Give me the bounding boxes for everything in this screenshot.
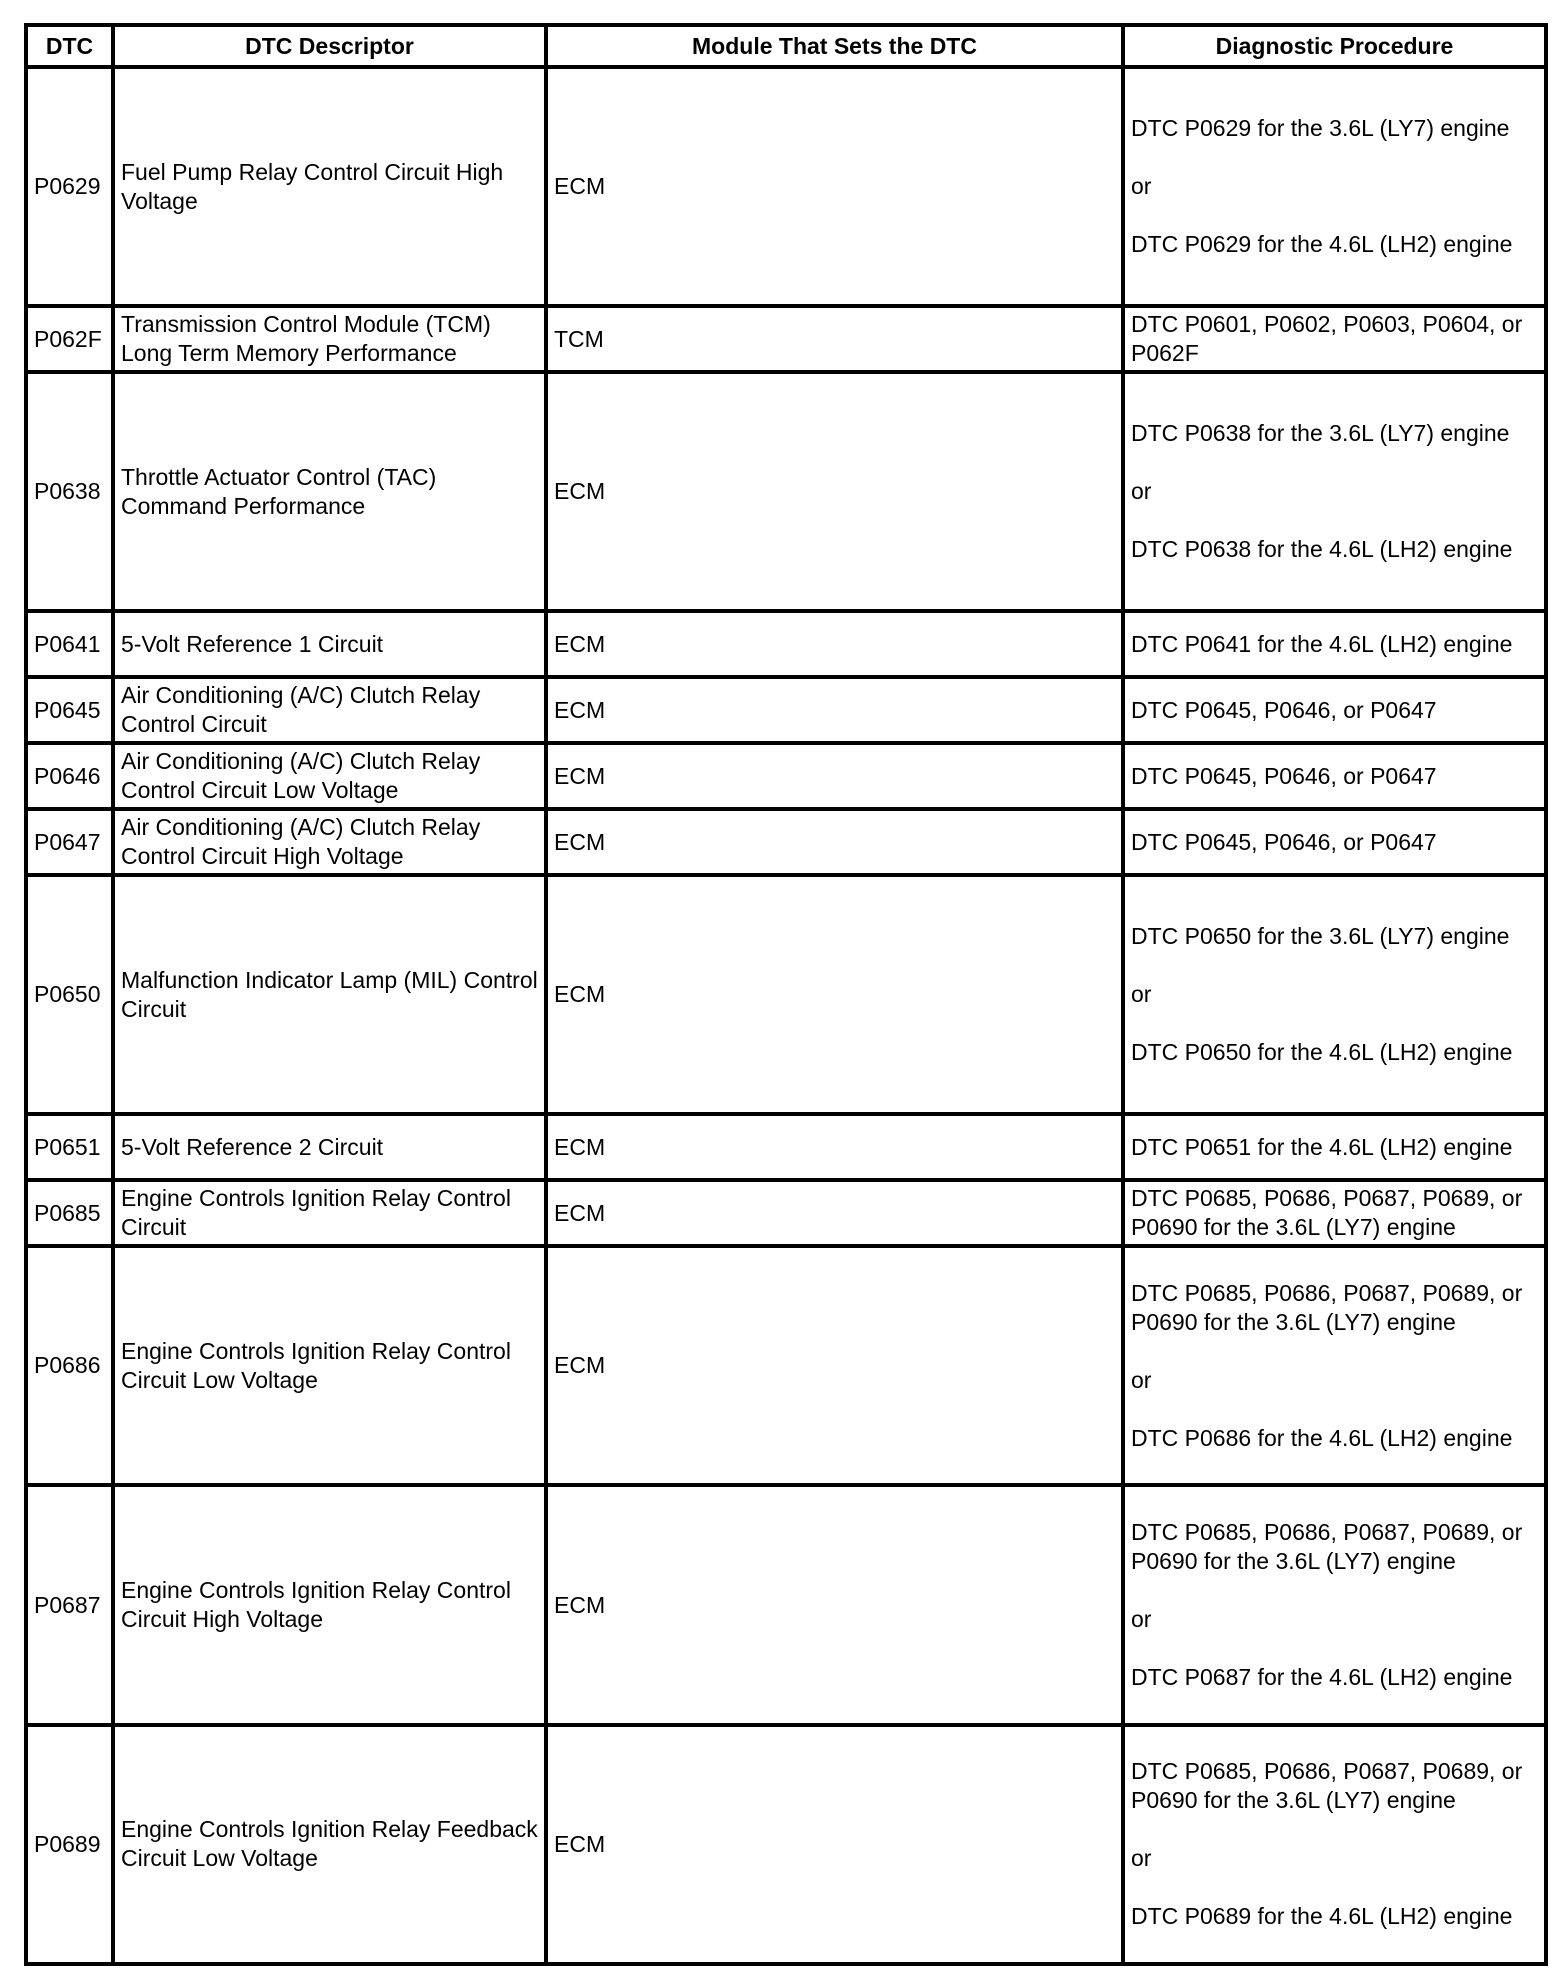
module: ECM: [546, 1180, 1123, 1246]
dtc-descriptor: Engine Controls Ignition Relay Control Circuit: [113, 1180, 546, 1246]
procedure-link[interactable]: DTC P0638 for the 4.6L (LH2) engine: [1131, 536, 1513, 563]
dtc-descriptor: Air Conditioning (A/C) Clutch Relay Control Circuit Low Voltage: [113, 743, 546, 809]
diagnostic-procedure: [1123, 1114, 1546, 1180]
dtc-code: P0629: [26, 67, 113, 306]
dtc-code: P0685: [26, 1180, 113, 1246]
header-row: [26, 25, 1546, 67]
header-procedure: Diagnostic Procedure: [1123, 25, 1546, 67]
procedure-link[interactable]: DTC P0645, P0646, or P0647: [1131, 762, 1437, 789]
procedure-or: or: [1131, 981, 1152, 1008]
procedure-link[interactable]: DTC P0650 for the 3.6L (LY7) engine: [1131, 923, 1510, 950]
procedure-link[interactable]: DTC P0685, P0686, P0687, P0689, or P0690 for the 3.6L (LY7) engine: [1131, 1279, 1523, 1335]
dtc-descriptor: Throttle Actuator Control (TAC) Command Performance: [113, 372, 546, 611]
module: ECM: [546, 1114, 1123, 1180]
header-module: Module That Sets the DTC: [546, 25, 1123, 67]
diagnostic-procedure: [1123, 1246, 1546, 1485]
dtc-code: P0689: [26, 1725, 113, 1964]
dtc-code: P0641: [26, 611, 113, 677]
module: TCM: [546, 306, 1123, 372]
dtc-code: P0686: [26, 1246, 113, 1485]
table-row: [26, 1725, 1546, 1964]
procedure-or: or: [1131, 1366, 1152, 1393]
procedure-link[interactable]: DTC P0685, P0686, P0687, P0689, or P0690 for the 3.6L (LY7) engine: [1131, 1758, 1523, 1814]
procedure-or: or: [1131, 1845, 1152, 1872]
table-row: [26, 677, 1546, 743]
dtc-code: P062F: [26, 306, 113, 372]
procedure-link[interactable]: DTC P0629 for the 4.6L (LH2) engine: [1131, 231, 1513, 258]
table-row: [26, 67, 1546, 306]
module: ECM: [546, 1725, 1123, 1964]
table-row: [26, 743, 1546, 809]
table-row: [26, 306, 1546, 372]
table-row: [26, 809, 1546, 875]
table-row: [26, 875, 1546, 1114]
diagnostic-procedure: [1123, 677, 1546, 743]
procedure-link[interactable]: DTC P0645, P0646, or P0647: [1131, 828, 1437, 855]
diagnostic-procedure: [1123, 809, 1546, 875]
procedure-link[interactable]: DTC P0629 for the 3.6L (LY7) engine: [1131, 115, 1510, 142]
table-row: [26, 1180, 1546, 1246]
dtc-descriptor: Malfunction Indicator Lamp (MIL) Control Circuit: [113, 875, 546, 1114]
module: ECM: [546, 677, 1123, 743]
dtc-descriptor: Fuel Pump Relay Control Circuit High Voltage: [113, 67, 546, 306]
dtc-descriptor: Transmission Control Module (TCM) Long Term Memory Performance: [113, 306, 546, 372]
table-row: [26, 1246, 1546, 1485]
module: ECM: [546, 67, 1123, 306]
procedure-link[interactable]: DTC P0650 for the 4.6L (LH2) engine: [1131, 1039, 1513, 1066]
table-row: [26, 611, 1546, 677]
dtc-descriptor: Air Conditioning (A/C) Clutch Relay Control Circuit: [113, 677, 546, 743]
procedure-or: or: [1131, 478, 1152, 505]
diagnostic-procedure: [1123, 1485, 1546, 1724]
module: ECM: [546, 611, 1123, 677]
procedure-link[interactable]: DTC P0685, P0686, P0687, P0689, or P0690 for the 3.6L (LY7) engine: [1131, 1185, 1523, 1241]
dtc-descriptor: Engine Controls Ignition Relay Control Circuit Low Voltage: [113, 1246, 546, 1485]
diagnostic-procedure: [1123, 1180, 1546, 1246]
dtc-descriptor: Air Conditioning (A/C) Clutch Relay Control Circuit High Voltage: [113, 809, 546, 875]
dtc-table: [24, 23, 1548, 1966]
diagnostic-procedure: [1123, 67, 1546, 306]
procedure-or: or: [1131, 1606, 1152, 1633]
module: ECM: [546, 1485, 1123, 1724]
diagnostic-procedure: [1123, 875, 1546, 1114]
procedure-link[interactable]: DTC P0601, P0602, P0603, P0604, or P062F: [1131, 311, 1523, 367]
procedure-link[interactable]: DTC P0685, P0686, P0687, P0689, or P0690 for the 3.6L (LY7) engine: [1131, 1519, 1523, 1575]
dtc-code: P0651: [26, 1114, 113, 1180]
dtc-code: P0646: [26, 743, 113, 809]
dtc-descriptor: 5-Volt Reference 2 Circuit: [113, 1114, 546, 1180]
procedure-link[interactable]: DTC P0689 for the 4.6L (LH2) engine: [1131, 1903, 1513, 1930]
module: ECM: [546, 875, 1123, 1114]
procedure-link[interactable]: DTC P0638 for the 3.6L (LY7) engine: [1131, 420, 1510, 447]
dtc-code: P0638: [26, 372, 113, 611]
table-row: [26, 1114, 1546, 1180]
diagnostic-procedure: [1123, 1725, 1546, 1964]
procedure-link[interactable]: DTC P0641 for the 4.6L (LH2) engine: [1131, 630, 1513, 657]
diagnostic-procedure: [1123, 611, 1546, 677]
procedure-link[interactable]: DTC P0686 for the 4.6L (LH2) engine: [1131, 1424, 1513, 1451]
module: ECM: [546, 372, 1123, 611]
procedure-link[interactable]: DTC P0645, P0646, or P0647: [1131, 696, 1437, 723]
header-descriptor: DTC Descriptor: [113, 25, 546, 67]
diagnostic-procedure: [1123, 372, 1546, 611]
procedure-link[interactable]: DTC P0651 for the 4.6L (LH2) engine: [1131, 1133, 1513, 1160]
dtc-code: P0687: [26, 1485, 113, 1724]
table-row: [26, 372, 1546, 611]
table-row: [26, 1485, 1546, 1724]
procedure-link[interactable]: DTC P0687 for the 4.6L (LH2) engine: [1131, 1664, 1513, 1691]
diagnostic-procedure: [1123, 743, 1546, 809]
procedure-or: or: [1131, 173, 1152, 200]
dtc-descriptor: 5-Volt Reference 1 Circuit: [113, 611, 546, 677]
dtc-descriptor: Engine Controls Ignition Relay Control Circuit High Voltage: [113, 1485, 546, 1724]
dtc-descriptor: Engine Controls Ignition Relay Feedback Circuit Low Voltage: [113, 1725, 546, 1964]
dtc-code: P0650: [26, 875, 113, 1114]
module: ECM: [546, 809, 1123, 875]
module: ECM: [546, 1246, 1123, 1485]
dtc-code: P0647: [26, 809, 113, 875]
header-dtc: DTC: [26, 25, 113, 67]
module: ECM: [546, 743, 1123, 809]
dtc-code: P0645: [26, 677, 113, 743]
diagnostic-procedure: [1123, 306, 1546, 372]
